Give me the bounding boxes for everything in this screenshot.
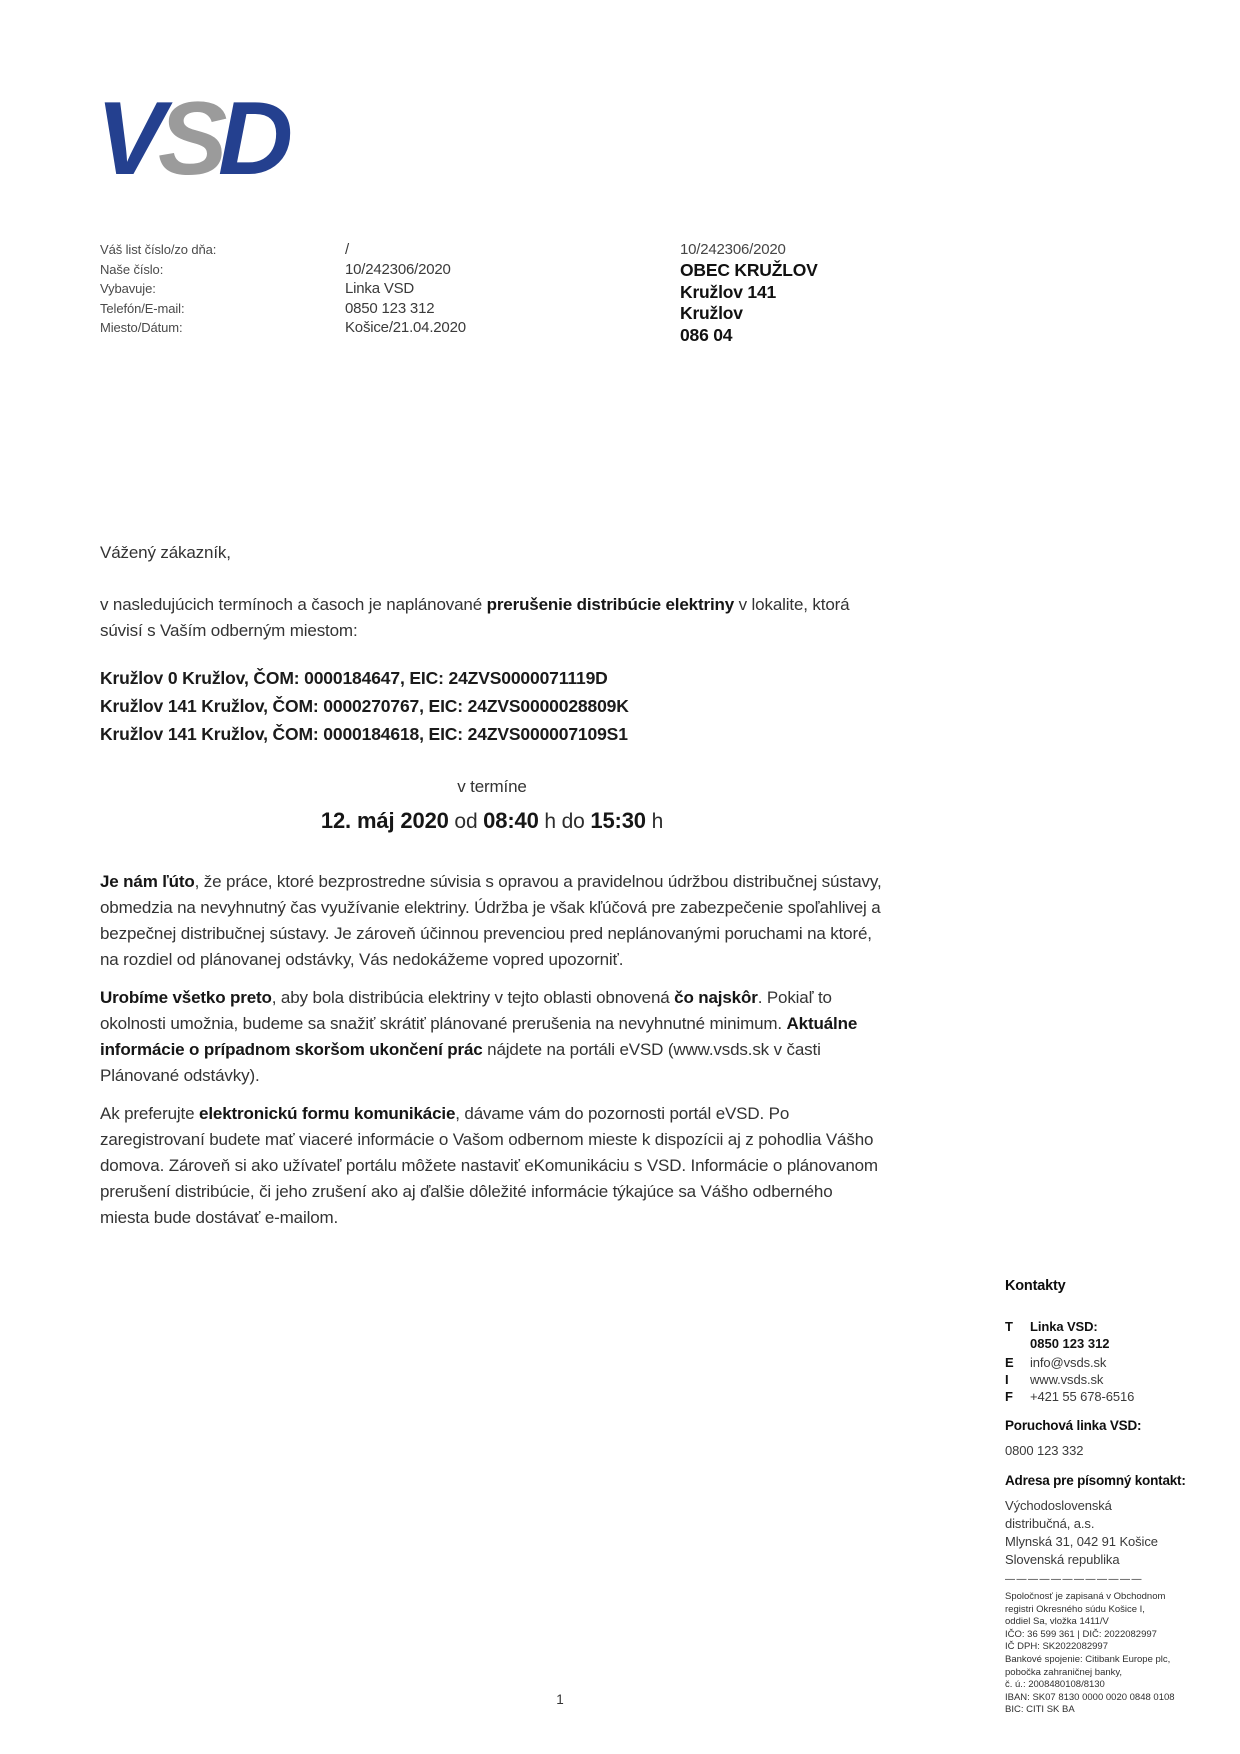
delivery-point: Kružlov 141 Kružlov, ČOM: 0000184618, EIC: 24ZVS000007109S1	[100, 724, 628, 744]
recipient-reference-number: 10/242306/2020	[680, 241, 786, 258]
postal-address-line: distribučná, a.s.	[1005, 1516, 1095, 1531]
legal-line: registri Okresného súdu Košice I,	[1005, 1603, 1145, 1615]
recipient-city: Kružlov	[680, 303, 743, 323]
term-label: v termíne	[457, 777, 527, 796]
meta-row	[100, 261, 620, 281]
meta-value: Košice/21.04.2020	[345, 319, 466, 336]
postal-address-label: Adresa pre písomný kontakt:	[1005, 1473, 1186, 1488]
contact-key-e: E	[1005, 1355, 1014, 1370]
logo-letter-v: V	[96, 86, 166, 186]
meta-label: Vybavuje:	[100, 281, 156, 296]
meta-label: Miesto/Dátum:	[100, 320, 183, 335]
fault-line-label: Poruchová linka VSD:	[1005, 1418, 1142, 1433]
meta-value: Linka VSD	[345, 280, 415, 297]
contact-fax-row	[1005, 1388, 1220, 1405]
contact-web-row	[1005, 1371, 1220, 1388]
fault-line-number: 0800 123 332	[1005, 1443, 1084, 1458]
meta-label: Váš list číslo/zo dňa:	[100, 242, 217, 257]
meta-value: 0850 123 312	[345, 299, 435, 317]
meta-value: /	[345, 241, 349, 258]
legal-line: pobočka zahraničnej banky,	[1005, 1666, 1123, 1678]
meta-label: Telefón/E-mail:	[100, 300, 185, 316]
delivery-points-list	[100, 664, 884, 748]
legal-line: Bankové spojenie: Citibank Europe plc,	[1005, 1653, 1171, 1665]
contact-phone-row	[1005, 1318, 1220, 1335]
recipient-name: OBEC KRUŽLOV	[680, 260, 818, 280]
legal-line: Spoločnosť je zapisaná v Obchodnom	[1005, 1591, 1166, 1602]
vsd-logo	[96, 86, 326, 186]
legal-line: IČO: 36 599 361 | DIČ: 2022082997	[1005, 1628, 1157, 1640]
contact-website: www.vsds.sk	[1030, 1372, 1104, 1387]
contact-key-f: F	[1005, 1389, 1013, 1404]
recipient-zip: 086 04	[680, 324, 733, 345]
postal-address-line: Východoslovenská	[1005, 1498, 1112, 1513]
contact-email: info@vsds.sk	[1030, 1355, 1107, 1370]
legal-line: BIC: CITI SK BA	[1005, 1704, 1075, 1716]
contacts-title: Kontakty	[1005, 1278, 1066, 1294]
meta-label: Naše číslo:	[100, 261, 164, 277]
delivery-point: Kružlov 141 Kružlov, ČOM: 0000270767, EIC: 24ZVS0000028809K	[100, 696, 629, 716]
salutation: Vážený zákazník,	[100, 543, 231, 562]
postal-address-line: Mlynská 31, 042 91 Košice	[1005, 1534, 1158, 1549]
meta-value: 10/242306/2020	[345, 260, 451, 278]
contact-email-row	[1005, 1354, 1220, 1371]
postal-address-line: Slovenská republika	[1005, 1552, 1120, 1567]
legal-line: IČ DPH: SK2022082997	[1005, 1641, 1108, 1653]
body-paragraph-2: Urobíme všetko preto, aby bola distribúcia elektriny v tejto oblasti obnovená čo najskôr. Pokiaľ to okolnosti umožnia, budeme sa snažiť skrátiť plánované prerušenia na nevyhnutné minimum. Aktuálne informácie o prípadnom skoršom ukončení prác nájdete na portáli eVSD (www.vsds.sk v časti Plánované odstávky).	[100, 988, 858, 1085]
page-number: 1	[556, 1692, 564, 1707]
meta-row	[100, 280, 620, 300]
meta-row	[100, 300, 620, 320]
sidebar-divider: ————————————	[1005, 1574, 1143, 1585]
intro-paragraph: v nasledujúcich termínoch a časoch je naplánované prerušenie distribúcie elektriny v lokalite, ktorá súvisí s Vaším odberným miestom:	[100, 595, 850, 640]
contacts-sidebar	[1005, 1278, 1220, 1717]
vsd-logo-icon	[96, 86, 326, 186]
logo-letter-s: S	[158, 86, 228, 186]
body-paragraph-1: Je nám ľúto, že práce, ktoré bezprostredne súvisia s opravou a pravidelnou údržbou distribučnej sústavy, obmedzia na nevyhnutný čas využívanie elektriny. Údržba je však kľúčová pre zabezpečenie spoľahlivej a bezpečnej distribučnej sústavy. Je zároveň účinnou prevenciou pred neplánovanými poruchami na ktoré, na rozdiel od plánovanej odstávky, Vás nedokážeme vopred upozorniť.	[100, 872, 882, 969]
header-meta	[100, 241, 620, 339]
legal-line: č. ú.: 2008480108/8130	[1005, 1679, 1105, 1691]
contact-phone-number: 0850 123 312	[1030, 1336, 1110, 1351]
logo-letter-d: D	[218, 86, 294, 186]
legal-line: oddiel Sa, vložka 1411/V	[1005, 1616, 1109, 1628]
letter-body	[100, 540, 884, 1243]
term-datetime: 12. máj 2020 od 08:40 h do 15:30 h	[320, 808, 664, 833]
meta-row	[100, 319, 620, 339]
contact-key-i: I	[1005, 1372, 1009, 1387]
meta-row	[100, 241, 620, 261]
contact-phone-label: Linka VSD:	[1030, 1319, 1098, 1334]
contact-key-t: T	[1005, 1319, 1013, 1334]
recipient-address	[680, 241, 1010, 346]
legal-line: IBAN: SK07 8130 0000 0020 0848 0108	[1005, 1691, 1175, 1703]
body-paragraph-3: Ak preferujte elektronickú formu komunikácie, dávame vám do pozornosti portál eVSD. Po zaregistrovaní budete mať viaceré informácie o Vašom odbernom mieste k dispozícii aj z pohodlia Vášho domova. Zároveň si ako užívateľ portálu môžete nastaviť eKomunikáciu s VSD. Informácie o plánovanom prerušení distribúcie, či jeho zrušení ako aj ďalšie dôležité informácie týkajúce sa Vášho odberného miesta bude dostávať e-mailom.	[100, 1104, 878, 1227]
delivery-point: Kružlov 0 Kružlov, ČOM: 0000184647, EIC: 24ZVS0000071119D	[100, 668, 608, 688]
recipient-street: Kružlov 141	[680, 281, 777, 302]
contact-fax: +421 55 678-6516	[1030, 1389, 1135, 1404]
